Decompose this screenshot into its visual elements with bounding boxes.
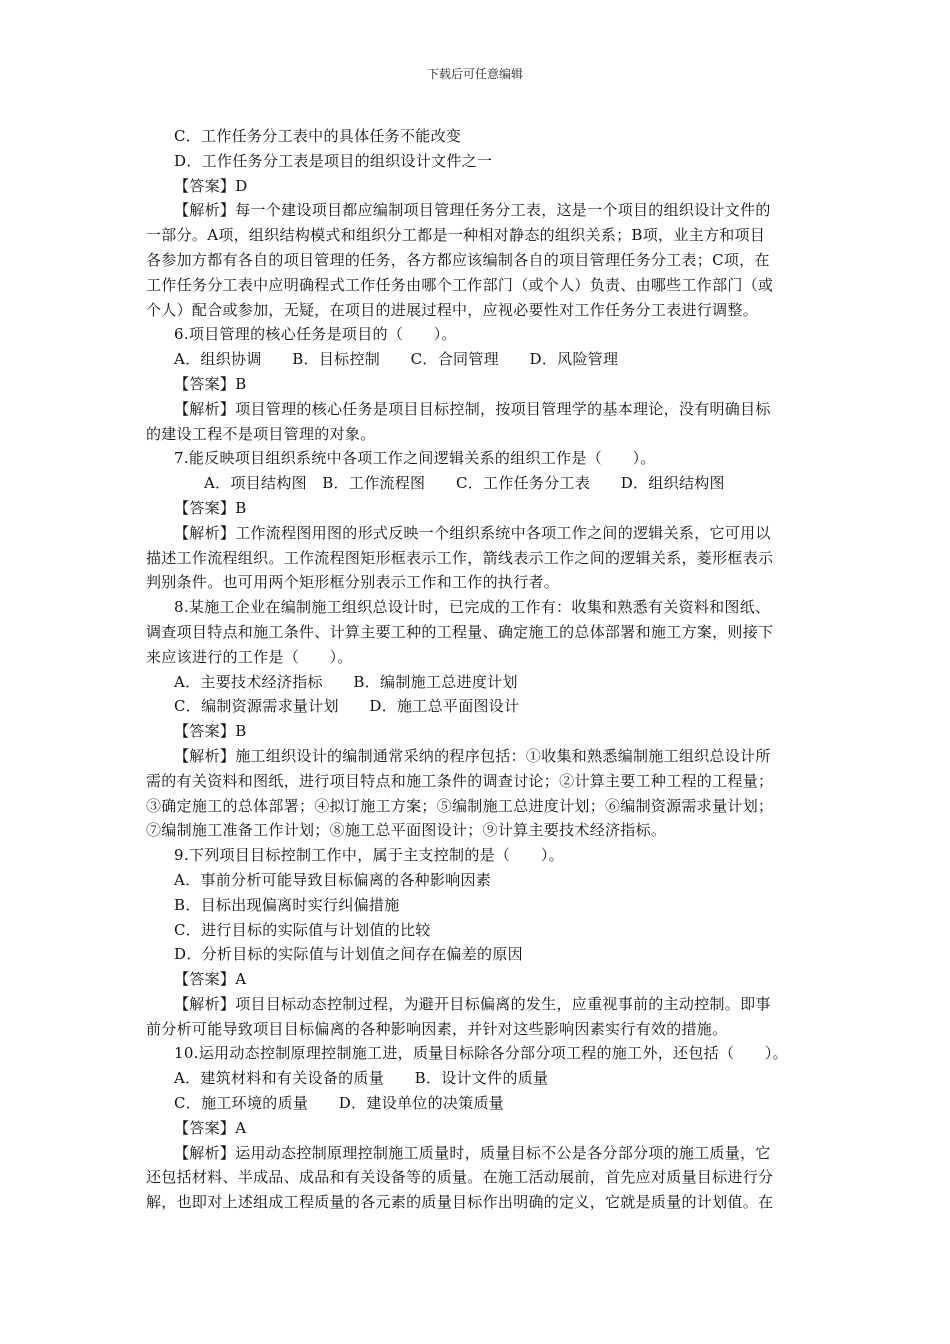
- text-line: 还包括材料、半成品、成品和有关设备等的质量。在施工活动展前，首先应对质量目标进行分: [146, 1168, 774, 1187]
- text-line: C．工作任务分工表中的具体任务不能改变: [174, 127, 462, 145]
- text-line: D．分析目标的实际值与计划值之间存在偏差的原因: [174, 945, 523, 964]
- text-line: 【答案】B: [174, 498, 247, 517]
- text-line: B．目标出现偏离时实行纠偏措施: [174, 895, 400, 914]
- page-header: 下载后可任意编辑: [426, 67, 523, 81]
- text-line: 【解析】运用动态控制原理控制施工质量时，质量目标不公是各分部分项的施工质量，它: [174, 1143, 771, 1162]
- text-line: 解，也即对上述组成工程质量的各元素的质量目标作出明确的定义，它就是质量的计划值。在: [146, 1193, 774, 1212]
- text-line: 一部分。A项，组织结构模式和组织分工都是一种相对静态的组织关系；B项，业主方和项目: [146, 226, 766, 245]
- text-line: 工作任务分工表中应明确程式工作任务由哪个工作部门（或个人）负责、由哪些工作部门（或: [146, 275, 774, 294]
- text-line: 【解析】每一个建设项目都应编制项目管理任务分工表，这是一个项目的组织设计文件的: [174, 201, 771, 220]
- text-line: C．进行目标的实际值与计划值的比较: [174, 920, 431, 939]
- text-line: 个人）配合或参加，无疑，在项目的进展过程中，应视必要性对工作任务分工表进行调整。: [146, 300, 759, 319]
- text-line: C．编制资源需求量计划 D．施工总平面图设计: [174, 697, 520, 716]
- text-line: D．工作任务分工表是项目的组织设计文件之一: [174, 151, 493, 170]
- text-line: 需的有关资料和图纸，进行项目特点和施工条件的调查讨论；②计算主要工种工程的工程量；: [146, 771, 774, 790]
- text-line: 【答案】A: [174, 970, 247, 989]
- text-line: A．事前分析可能导致目标偏离的各种影响因素: [174, 870, 492, 889]
- text-line: C．施工环境的质量 D．建设单位的决策质量: [174, 1094, 505, 1113]
- text-line: 判别条件。也可用两个矩形框分别表示工作和工作的执行者。: [146, 573, 560, 592]
- text-line: 10.运用动态控制原理控制施工进，质量目标除各分部分项工程的施工外，还包括（ ）。: [174, 1044, 788, 1063]
- text-line: 7.能反映项目组织系统中各项工作之间逻辑关系的组织工作是（ ）。: [174, 449, 656, 468]
- text-line: 【解析】项目管理的核心任务是项目目标控制，按项目管理学的基本理论，没有明确目标: [174, 399, 771, 418]
- text-line: ⑦编制施工准备工作计划；⑧施工总平面图设计；⑨计算主要技术经济指标。: [146, 821, 667, 840]
- text-line: 【答案】A: [174, 1118, 247, 1137]
- text-line: A．主要技术经济指标 B．编制施工总进度计划: [174, 672, 518, 691]
- text-line: 各参加方都有各自的项目管理的任务，各方都应该编制各自的项目管理任务分工表；C项，在: [146, 250, 770, 269]
- text-line: 【答案】B: [174, 374, 247, 393]
- text-line: 【答案】B: [174, 722, 247, 741]
- text-line: 【解析】项目目标动态控制过程，为避开目标偏离的发生，应重视事前的主动控制。即事: [174, 994, 771, 1013]
- text-line: 【解析】工作流程图用图的形式反映一个组织系统中各项工作之间的逻辑关系，它可用以: [174, 523, 771, 542]
- text-line: 的建设工程不是项目管理的对象。: [146, 424, 376, 443]
- text-line: 6.项目管理的核心任务是项目的（ ）。: [174, 325, 457, 344]
- text-line: 【答案】D: [174, 176, 248, 195]
- text-line: 描述工作流程组织。工作流程图矩形框表示工作，箭线表示工作之间的逻辑关系，菱形框表示: [146, 548, 774, 567]
- text-line: A．项目结构图 B．工作流程图 C．工作任务分工表 D．组织结构图: [204, 474, 725, 493]
- text-line: A．组织协调 B．目标控制 C．合同管理 D．风险管理: [174, 350, 619, 369]
- text-line: A．建筑材料和有关设备的质量 B．设计文件的质量: [174, 1069, 549, 1088]
- text-line: 调查项目特点和施工条件、计算主要工种的工程量、确定施工的总体部署和施工方案，则接下: [146, 622, 774, 641]
- text-line: 8.某施工企业在编制施工组织总设计时，已完成的工作有：收集和熟悉有关资料和图纸、: [174, 598, 771, 617]
- text-line: 9.下列项目目标控制工作中，属于主支控制的是（ ）。: [174, 846, 564, 865]
- text-line: ③确定施工的总体部署；④拟订施工方案；⑤编制施工总进度计划；⑥编制资源需求量计划；: [146, 796, 774, 815]
- document-body: [146, 124, 806, 1215]
- text-line: 来应该进行的工作是（ ）。: [146, 647, 353, 666]
- text-line: 前分析可能导致项目目标偏离的各种影响因素，并针对这些影响因素实行有效的措施。: [146, 1019, 728, 1038]
- text-line: 【解析】施工组织设计的编制通常采纳的程序包括：①收集和熟悉编制施工组织总设计所: [174, 746, 771, 765]
